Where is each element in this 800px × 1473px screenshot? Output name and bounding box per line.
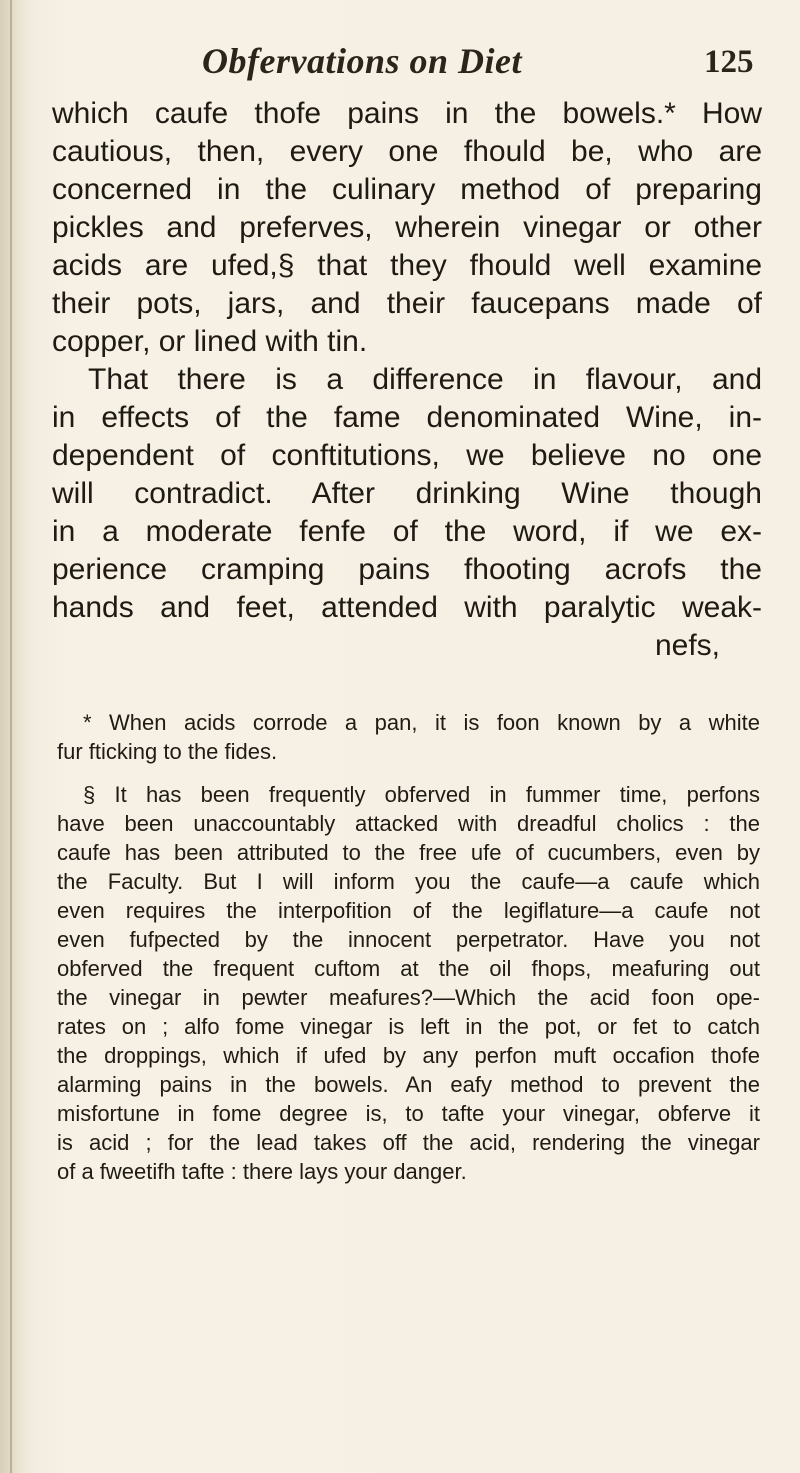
binding-edge [10, 0, 12, 1473]
text-line: pickles and preferves, wherein vinegar or other [52, 211, 762, 244]
page-number: 125 [704, 44, 754, 80]
footnote-line: obferved the frequent cuftom at the oil fhops, meafuring out [57, 956, 760, 981]
footnote-line: have been unaccountably attacked with dreadful cholics : the [57, 811, 760, 836]
footnote-line: of a fweetifh tafte : there lays your danger. [57, 1159, 467, 1184]
footnote-line: is acid ; for the lead takes off the acid, rendering the vinegar [57, 1130, 760, 1155]
text-line: acids are ufed,§ that they fhould well examine [52, 249, 762, 282]
footnote-line: even requires the interpofition of the legiflature—a caufe not [57, 898, 760, 923]
footnote-line: the vinegar in pewter meafures?—Which the acid foon ope- [57, 985, 760, 1010]
text-line: dependent of conftitutions, we believe no one [52, 439, 762, 472]
text-line: concerned in the culinary method of preparing [52, 173, 762, 206]
footnote-line: misfortune in fome degree is, to tafte your vinegar, obferve it [57, 1101, 760, 1126]
footnote-line: § It has been frequently obferved in fummer time, perfons [83, 782, 760, 807]
text-line: will contradict. After drinking Wine though [52, 477, 762, 510]
main-text [52, 95, 762, 665]
footnote-line: alarming pains in the bowels. An eafy method to prevent the [57, 1072, 760, 1097]
footnote-line: * When acids corrode a pan, it is foon known by a white [83, 710, 760, 735]
text-line: hands and feet, attended with paralytic weak- [52, 591, 762, 624]
text-line: copper, or lined with tin. [52, 325, 368, 358]
text-line: their pots, jars, and their faucepans made of [52, 287, 762, 320]
text-line: perience cramping pains fhooting acrofs the [52, 553, 762, 586]
page-gutter [0, 0, 26, 1473]
page-header [0, 40, 800, 90]
footnote-line: fur fticking to the fides. [57, 739, 278, 764]
footnote-line: the droppings, which if ufed by any perfon muft occafion thofe [57, 1043, 760, 1068]
text-line: That there is a difference in flavour, and [88, 363, 762, 396]
text-line: which caufe thofe pains in the bowels.* How [52, 97, 762, 130]
catchword: nefs, [654, 629, 720, 662]
text-line: in a moderate fenfe of the word, if we ex- [52, 515, 762, 548]
text-line: cautious, then, every one fhould be, who are [52, 135, 762, 168]
footnote-line: even fufpected by the innocent perpetrator. Have you not [57, 927, 760, 952]
text-line: in effects of the fame denominated Wine, in- [52, 401, 762, 434]
footnotes [57, 708, 760, 1186]
footnote-line: rates on ; alfo fome vinegar is left in the pot, or fet to catch [57, 1014, 760, 1039]
footnote-line: caufe has been attributed to the free ufe of cucumbers, even by [57, 840, 760, 865]
running-title: Obfervations on Diet [202, 41, 522, 81]
footnote-gap [57, 766, 760, 780]
footnote-line: the Faculty. But I will inform you the caufe—a caufe which [57, 869, 760, 894]
